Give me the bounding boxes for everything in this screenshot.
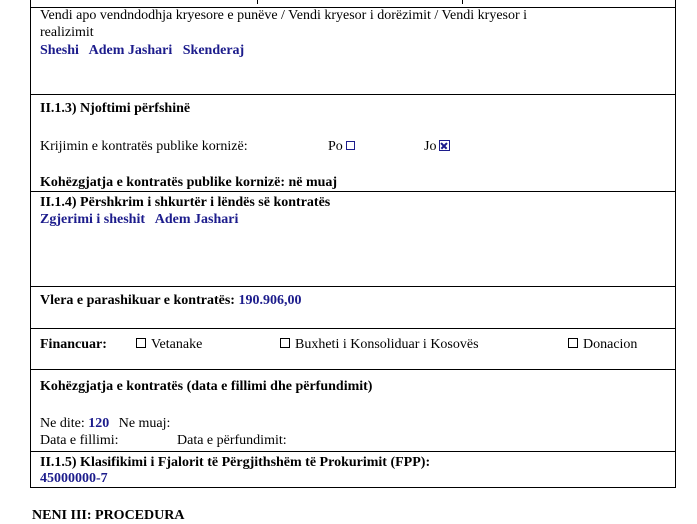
framework-yes-label: Po <box>328 139 343 154</box>
row-divider <box>31 328 675 329</box>
table-divider <box>257 0 258 4</box>
row-divider <box>31 487 675 488</box>
row-divider <box>31 191 675 192</box>
framework-yes[interactable] <box>328 139 355 155</box>
value-amount: 190.906,00 <box>238 293 302 308</box>
description-heading: II.1.4) Përshkrim i shkurtër i lëndës së kontratës <box>40 195 331 210</box>
row-divider <box>31 369 675 370</box>
financing-option-label: Buxheti i Konsoliduar i Kosovës <box>295 337 479 352</box>
financing-option-label: Donacion <box>583 337 638 352</box>
framework-label: Krijimin e kontratës publike kornizë: <box>40 139 248 154</box>
notice-heading: II.1.3) Njoftimi përfshinë <box>40 101 191 116</box>
cpv-code: 45000000-7 <box>40 471 108 486</box>
description-value: Zgjerimi i sheshit Adem Jashari <box>40 212 239 227</box>
financing-option-label: Vetanake <box>151 337 203 352</box>
procurement-form <box>30 0 676 488</box>
financing-option-own[interactable] <box>136 337 202 353</box>
framework-duration-label: Kohëzgjatja e kontratës publike kornizë: në muaj <box>40 175 338 190</box>
duration-months-label: Ne muaj: <box>118 416 171 431</box>
main-place-value: Sheshi Adem Jashari Skenderaj <box>40 43 245 58</box>
checkbox-empty-icon[interactable] <box>280 338 290 348</box>
checkbox-checked-icon[interactable] <box>439 140 450 151</box>
financing-option-budget[interactable] <box>280 337 479 353</box>
cpv-heading: II.1.5) Klasifikimi i Fjalorit të Përgjithshëm të Prokurimit (FPP): <box>40 455 431 470</box>
duration-days-value: 120 <box>88 416 110 431</box>
table-divider <box>462 0 463 4</box>
checkbox-empty-icon[interactable] <box>568 338 578 348</box>
checkbox-empty-icon[interactable] <box>136 338 146 348</box>
duration-start-label: Data e fillimi: <box>40 433 119 448</box>
main-place-label-cont: realizimit <box>40 25 94 40</box>
financing-option-donation[interactable] <box>568 337 637 353</box>
duration-days-row <box>40 416 170 432</box>
value-label: Vlera e parashikuar e kontratës: <box>40 293 235 308</box>
row-divider <box>31 94 675 95</box>
duration-end-label: Data e përfundimit: <box>177 433 287 448</box>
framework-no[interactable] <box>424 139 450 155</box>
financing-label: Financuar: <box>40 337 107 352</box>
duration-heading: Kohëzgjatja e kontratës (data e fillimi dhe përfundimit) <box>40 379 373 394</box>
next-section-heading: NENI III: PROCEDURA <box>32 508 185 523</box>
checkbox-empty-icon[interactable] <box>346 141 355 150</box>
framework-no-label: Jo <box>424 139 437 154</box>
duration-days-label: Ne dite: <box>40 416 85 431</box>
main-place-label: Vendi apo vendndodhja kryesore e punëve / Vendi kryesor i dorëzimit / Vendi kryesor i <box>40 8 528 23</box>
value-row <box>40 293 301 309</box>
row-divider <box>31 286 675 287</box>
row-divider <box>31 451 675 452</box>
